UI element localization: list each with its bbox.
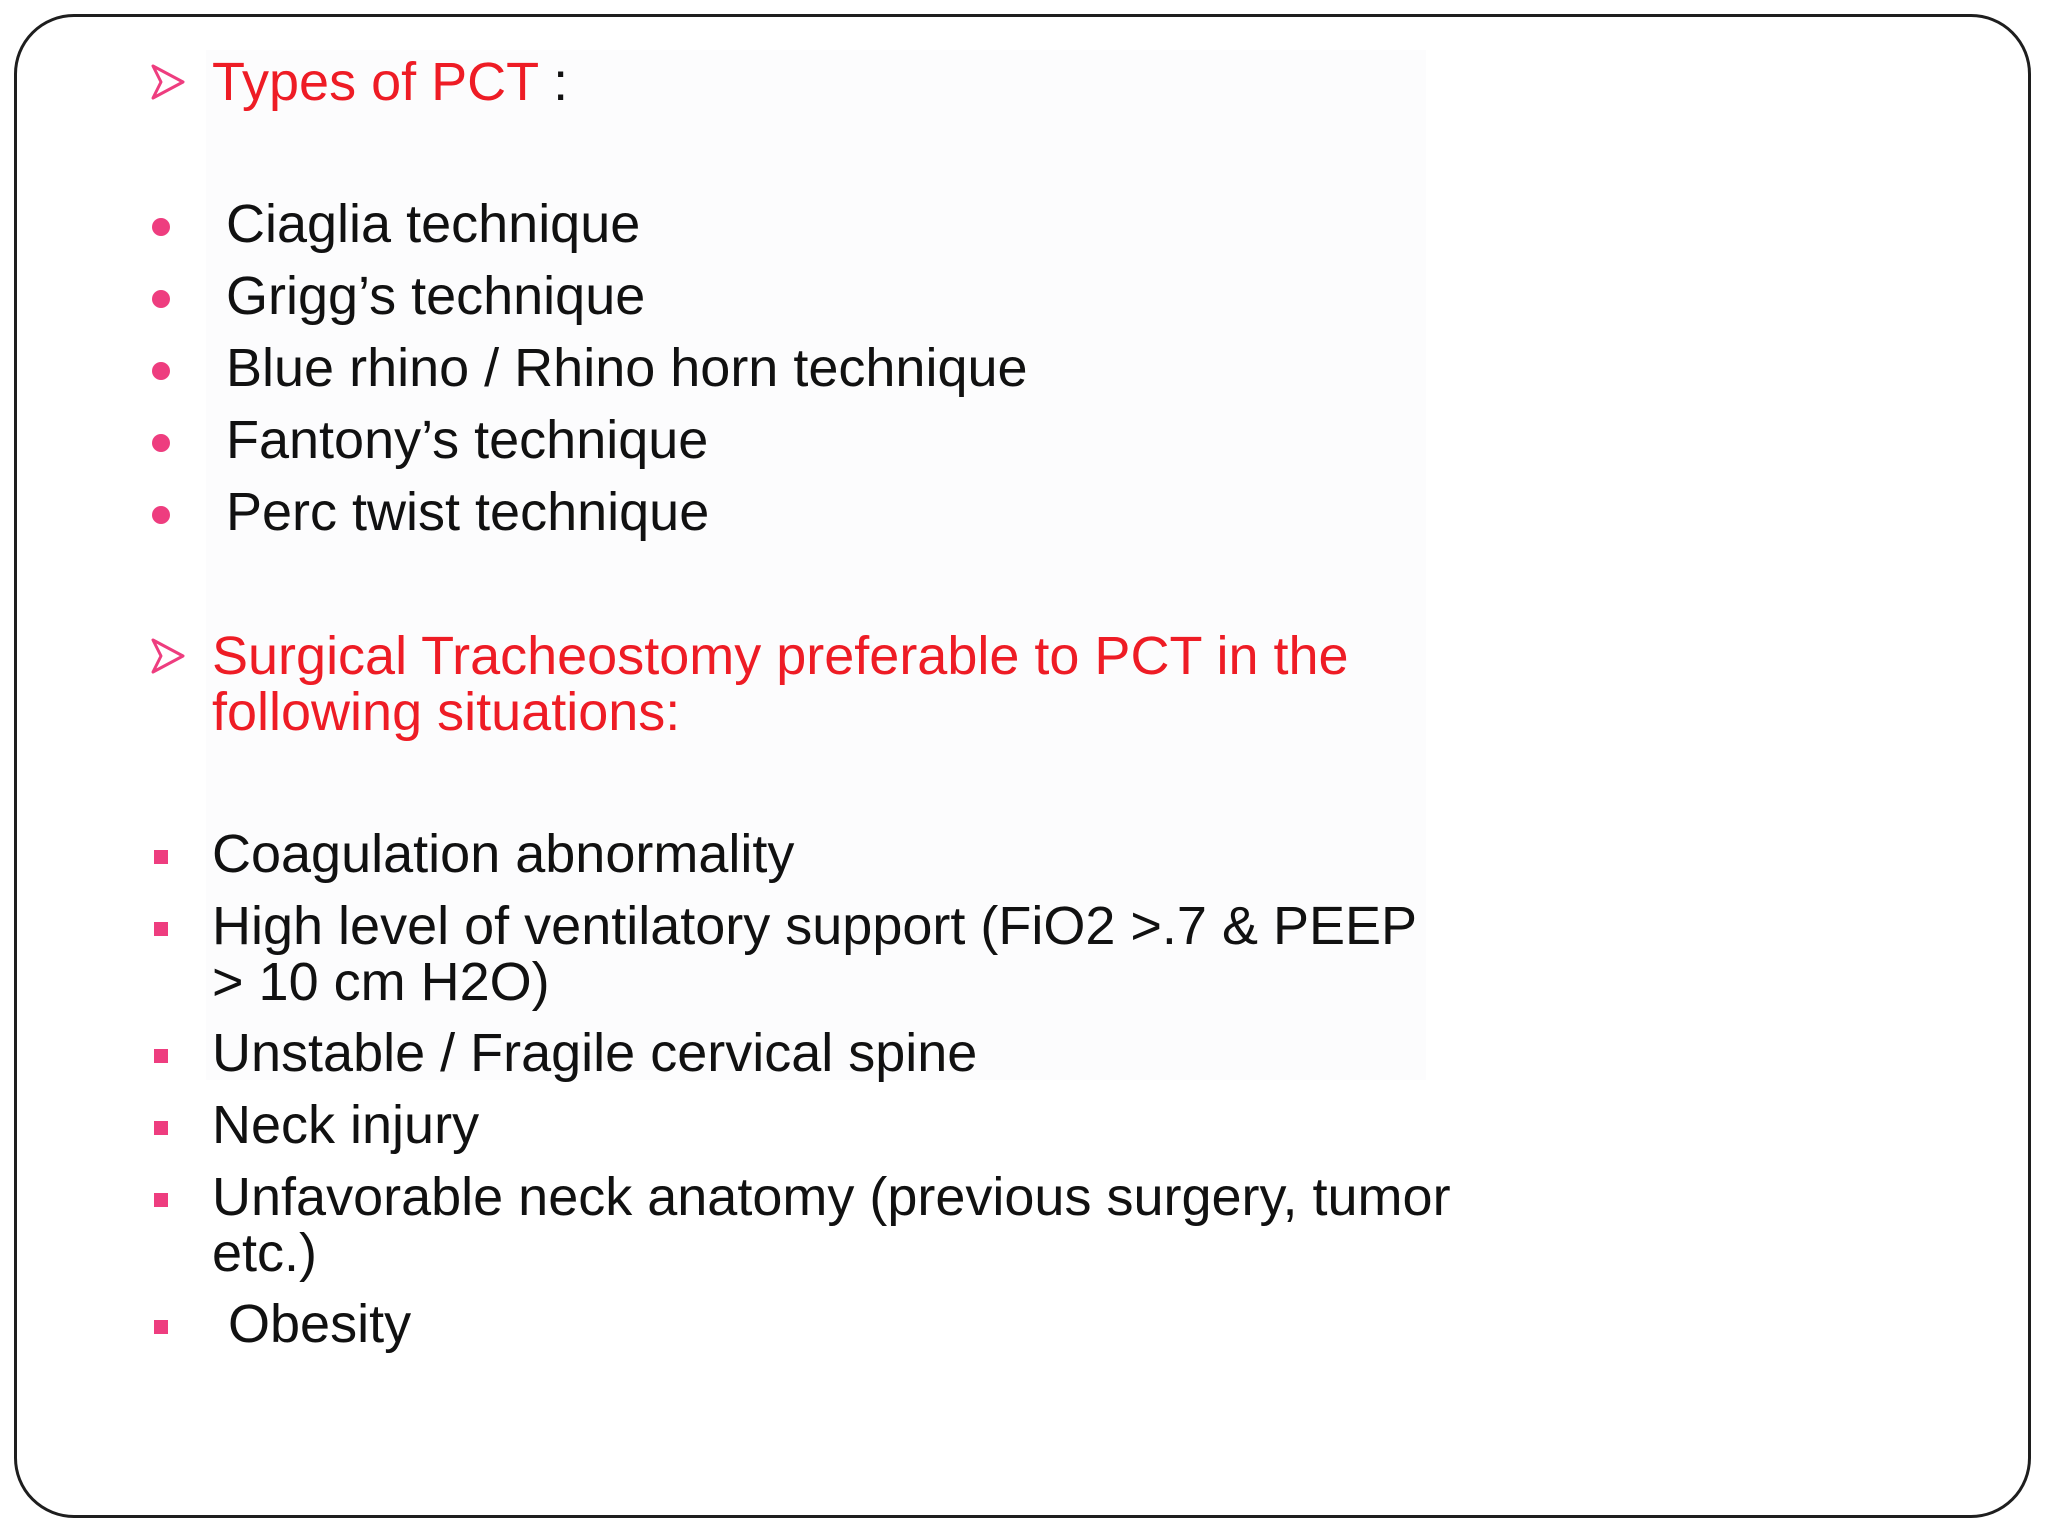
list-item-line: Unfavorable neck anatomy (previous surgery, tumor bbox=[212, 1167, 1451, 1227]
arrow-outline-icon bbox=[150, 62, 186, 102]
round-dot-icon bbox=[152, 506, 170, 524]
list-item bbox=[150, 196, 640, 252]
list-item-text: Grigg’s technique bbox=[226, 266, 646, 326]
list-item-text: Perc twist technique bbox=[226, 482, 710, 542]
list-item bbox=[150, 898, 1417, 1010]
list-item-text: Neck injury bbox=[212, 1095, 480, 1155]
list-item bbox=[150, 412, 708, 468]
square-bullet-icon bbox=[154, 1193, 168, 1207]
list-item bbox=[150, 1097, 479, 1153]
square-bullet-icon bbox=[154, 850, 168, 864]
heading-title-text: Types of PCT bbox=[212, 52, 539, 112]
list-item-line: etc.) bbox=[212, 1223, 318, 1283]
list-item bbox=[150, 484, 709, 540]
list-item bbox=[150, 1025, 977, 1081]
heading-colon: : bbox=[553, 52, 569, 112]
list-item-line: > 10 cm H2O) bbox=[212, 952, 550, 1012]
list-item-text: Coagulation abnormality bbox=[212, 824, 795, 884]
square-bullet-icon bbox=[154, 1320, 168, 1334]
heading-types-of-pct bbox=[150, 54, 568, 110]
list-item-text: Obesity bbox=[228, 1294, 412, 1354]
heading-title bbox=[212, 54, 568, 110]
arrow-outline-icon bbox=[150, 636, 186, 676]
square-bullet-icon bbox=[154, 922, 168, 936]
heading-line: following situations: bbox=[212, 682, 681, 742]
round-dot-icon bbox=[152, 362, 170, 380]
square-bullet-icon bbox=[154, 1049, 168, 1063]
list-item-text: Unstable / Fragile cervical spine bbox=[212, 1023, 978, 1083]
heading-line: Surgical Tracheostomy preferable to PCT in the bbox=[212, 626, 1349, 686]
list-item-text: Fantony’s technique bbox=[226, 410, 709, 470]
list-item-text bbox=[212, 898, 1417, 1010]
round-dot-icon bbox=[152, 434, 170, 452]
list-item-line: High level of ventilatory support (FiO2 >.7 & PEEP bbox=[212, 896, 1418, 956]
list-item-text: Ciaglia technique bbox=[226, 194, 641, 254]
heading-title bbox=[212, 628, 1349, 740]
list-item bbox=[150, 340, 1028, 396]
round-dot-icon bbox=[152, 290, 170, 308]
list-item-text: Blue rhino / Rhino horn technique bbox=[226, 338, 1028, 398]
round-dot-icon bbox=[152, 218, 170, 236]
list-item bbox=[150, 1296, 411, 1352]
list-item bbox=[150, 826, 794, 882]
heading-surgical-tracheostomy bbox=[150, 628, 1349, 740]
list-item bbox=[150, 268, 645, 324]
square-bullet-icon bbox=[154, 1121, 168, 1135]
list-item-text bbox=[212, 1169, 1451, 1281]
list-item bbox=[150, 1169, 1451, 1281]
